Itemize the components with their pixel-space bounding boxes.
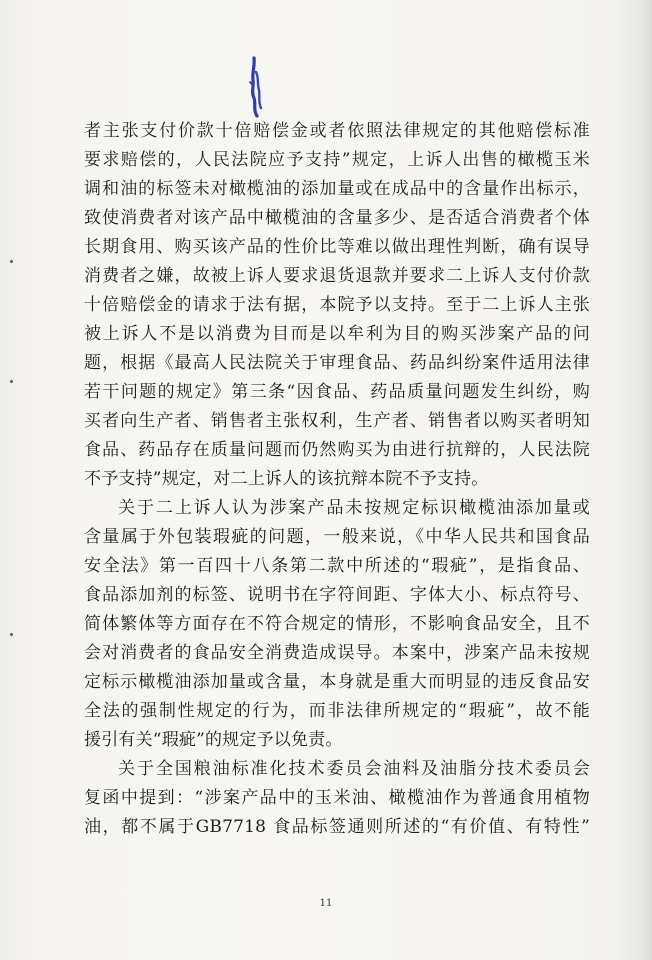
- ink-pen-mark: [240, 52, 274, 120]
- text-line: 含量属于外包装瑕疵的问题，一般来说，《中华人民共和国食品: [84, 527, 590, 547]
- document-body: [84, 117, 590, 842]
- margin-dot: [10, 260, 13, 263]
- text-line: 买者向生产者、销售者主张权利，生产者、销售者以购买者明知: [84, 411, 590, 431]
- text-line: 者主张支付价款十倍赔偿金或者依照法律规定的其他赔偿标准: [84, 121, 590, 141]
- text-line: 消费者之嫌，故被上诉人要求退货退款并要求二上诉人支付价款: [84, 266, 590, 286]
- text-line: 定标示橄榄油添加量或含量，本身就是重大而明显的违反食品安: [84, 672, 590, 692]
- text-line: 题，根据《最高人民法院关于审理食品、药品纠纷案件适用法律: [84, 353, 590, 373]
- margin-dot: [10, 633, 13, 636]
- text-line: 全法的强制性规定的行为，而非法律所规定的“瑕疵”，故不能: [84, 701, 590, 721]
- margin-dot: [10, 380, 13, 383]
- text-line: 被上诉人不是以消费为目而是以牟利为目的购买涉案产品的问: [84, 324, 590, 344]
- paragraph-first-line: 关于全国粮油标准化技术委员会油料及油脂分技术委员会: [118, 759, 590, 779]
- text-line: 长期食用、购买该产品的性价比等难以做出理性判断，确有误导: [84, 237, 590, 257]
- text-line: 十倍赔偿金的请求于法有据，本院予以支持。至于二上诉人主张: [84, 295, 590, 315]
- text-line: 要求赔偿的，人民法院应予支持”规定，上诉人出售的橄榄玉米: [84, 150, 590, 170]
- paragraph-first-line: 关于二上诉人认为涉案产品未按规定标识橄榄油添加量或: [118, 498, 590, 518]
- text-line: 简体繁体等方面存在不符合规定的情形，不影响食品安全，且不: [84, 614, 590, 634]
- text-line: 复函中提到：“涉案产品中的玉米油、橄榄油作为普通食用植物: [84, 788, 590, 808]
- text-line: 食品添加剂的标签、说明书在字符间距、字体大小、标点符号、: [84, 585, 590, 605]
- page-number: 11: [319, 898, 333, 909]
- text-line: 援引有关“瑕疵”的规定予以免责。: [84, 730, 343, 750]
- text-line: 若干问题的规定》第三条“因食品、药品质量问题发生纠纷，购: [84, 382, 590, 402]
- text-line: 安全法》第一百四十八条第二款中所述的“瑕疵”，是指食品、: [84, 556, 590, 576]
- page-edge-shadow: [638, 0, 652, 960]
- text-line: 食品、药品存在质量问题而仍然购买为由进行抗辩的，人民法院: [84, 440, 590, 460]
- text-line: 不予支持”规定，对二上诉人的该抗辩本院不予支持。: [84, 469, 489, 489]
- text-line: 会对消费者的食品安全消费造成误导。本案中，涉案产品未按规: [84, 643, 590, 663]
- text-line: 致使消费者对该产品中橄榄油的含量多少、是否适合消费者个体: [84, 208, 590, 228]
- text-line: 调和油的标签未对橄榄油的添加量或在成品中的含量作出标示，: [84, 179, 590, 199]
- text-line: 油，都不属于GB7718 食品标签通则所述的“有价值、有特性”: [84, 817, 590, 837]
